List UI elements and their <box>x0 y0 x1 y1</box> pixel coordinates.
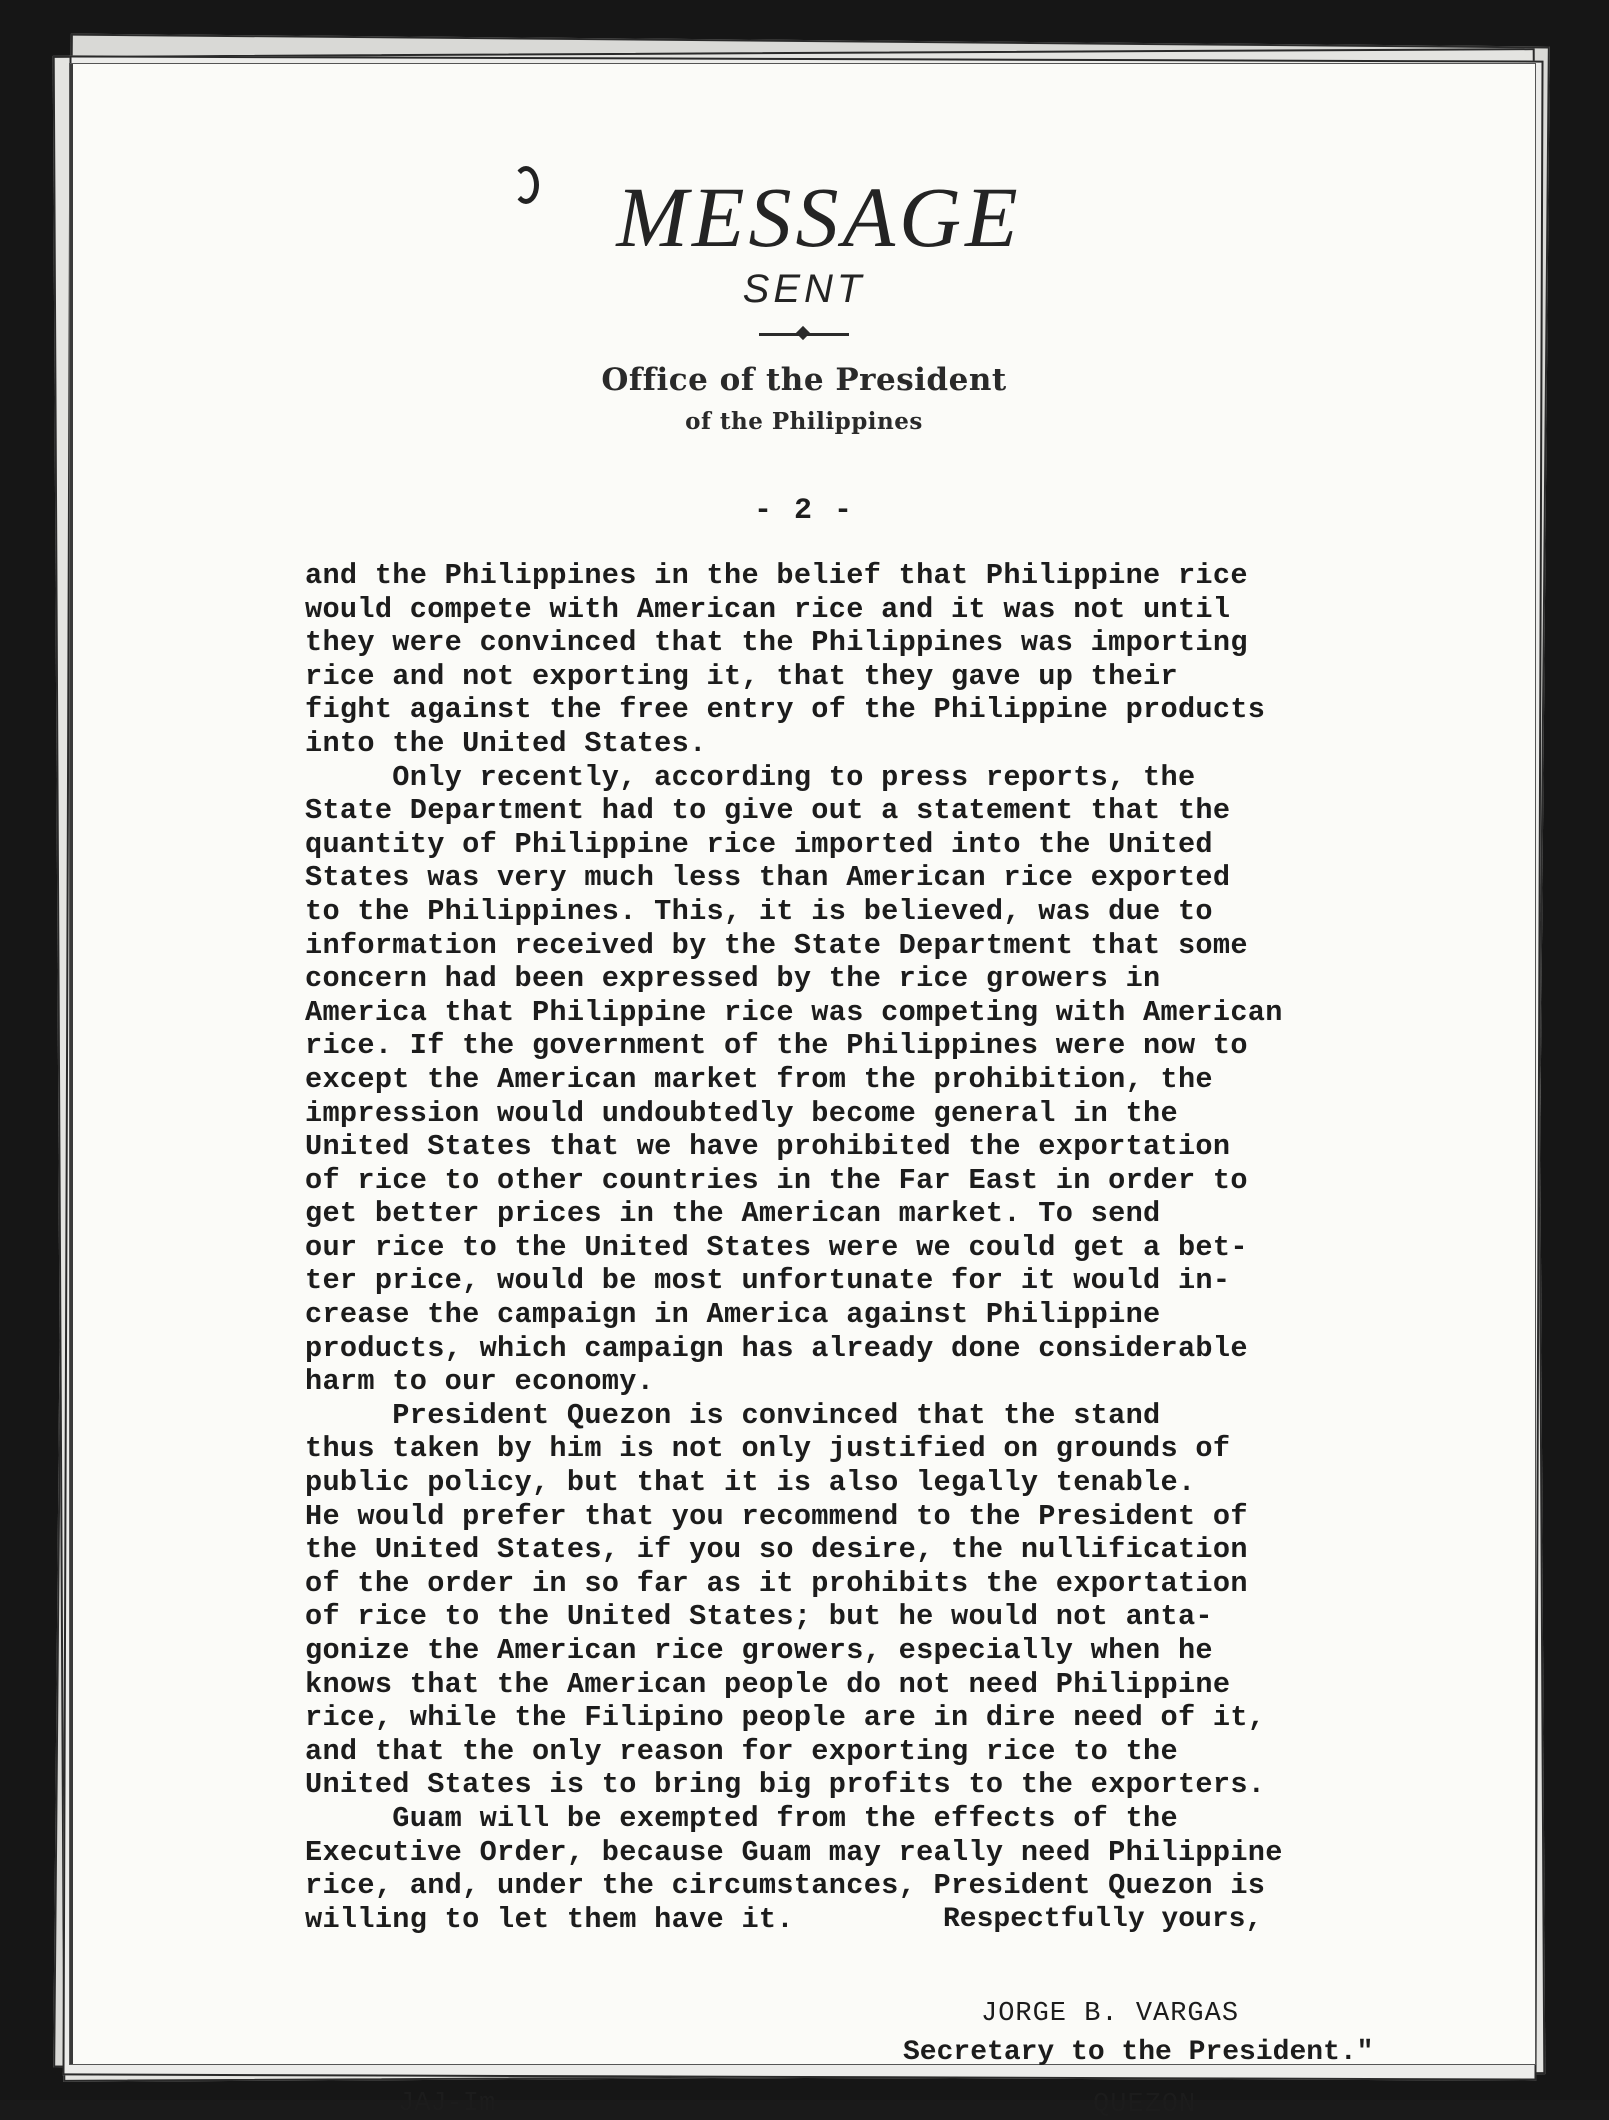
signer-title: Secretary to the President." <box>903 2037 1374 2068</box>
cable-signature: QUEZON <box>1093 2090 1197 2120</box>
letterhead <box>73 169 1535 435</box>
body-paragraph: Guam will be exempted from the effects of the Executive Order, because Guam may really need Philippine rice, and, under the circumstances, President Quezon is willing to let them have it. <box>305 1801 1283 1936</box>
body-paragraph: and the Philippines in the belief that Philippine rice would compete with American rice and it was not until they were convinced that the Philippines was importing rice and not exporting it, that they gave up their fight against the free entry of the Philippine products into the United States. <box>305 559 1266 760</box>
message-page <box>70 64 1535 2120</box>
body-paragraph: President Quezon is convinced that the stand thus taken by him is not only justified on grounds of public policy, but that it is also legally tenable. He would prefer that you recommend to the President of the United States, if you so desire, the nullification of the order in so far as it prohibits the exportation of rice to the United States; but he would not anta- gonize the American rice growers, especially when he knows that the American people do not need Philippine rice, while the Filipino people are in dire need of it, and that the only reason for exporting rice to the United States is to bring big profits to the exporters. <box>305 1398 1266 1802</box>
letterhead-title: MESSAGE <box>616 169 1022 265</box>
reference-initials: JAJ-Im <box>398 2089 496 2119</box>
letterhead-subtitle: SENT <box>742 267 866 311</box>
office-country: of the Philippines <box>685 408 923 435</box>
message-body <box>305 559 1545 1936</box>
ornamental-divider <box>759 333 849 336</box>
complimentary-close: Respectfully yours, <box>943 1904 1263 1935</box>
office-name: Office of the President <box>601 362 1007 398</box>
body-paragraph: Only recently, according to press reports, the State Department had to give out a statement that the quantity of Philippine rice imported into the United States was very much less than American rice exported to the Philippines. This, it is believed, was due to information received by the State Department that some concern had been expressed by the rice growers in America that Philippine rice was competing with American rice. If the government of the Philippines were now to except the American market from the prohibition, the impression would undoubtedly become general in the United States that we have prohibited the exportation of rice to other countries in the Far East in order to get better prices in the American market. To send our rice to the United States were we could get a bet- ter price, would be most unfortunate for it would in- crease the campaign in America against Philippine products, which campaign has already done considerable harm to our economy. <box>305 760 1283 1399</box>
page-number: - 2 - <box>753 494 854 528</box>
signer-name: JORGE B. VARGAS <box>981 1999 1240 2029</box>
